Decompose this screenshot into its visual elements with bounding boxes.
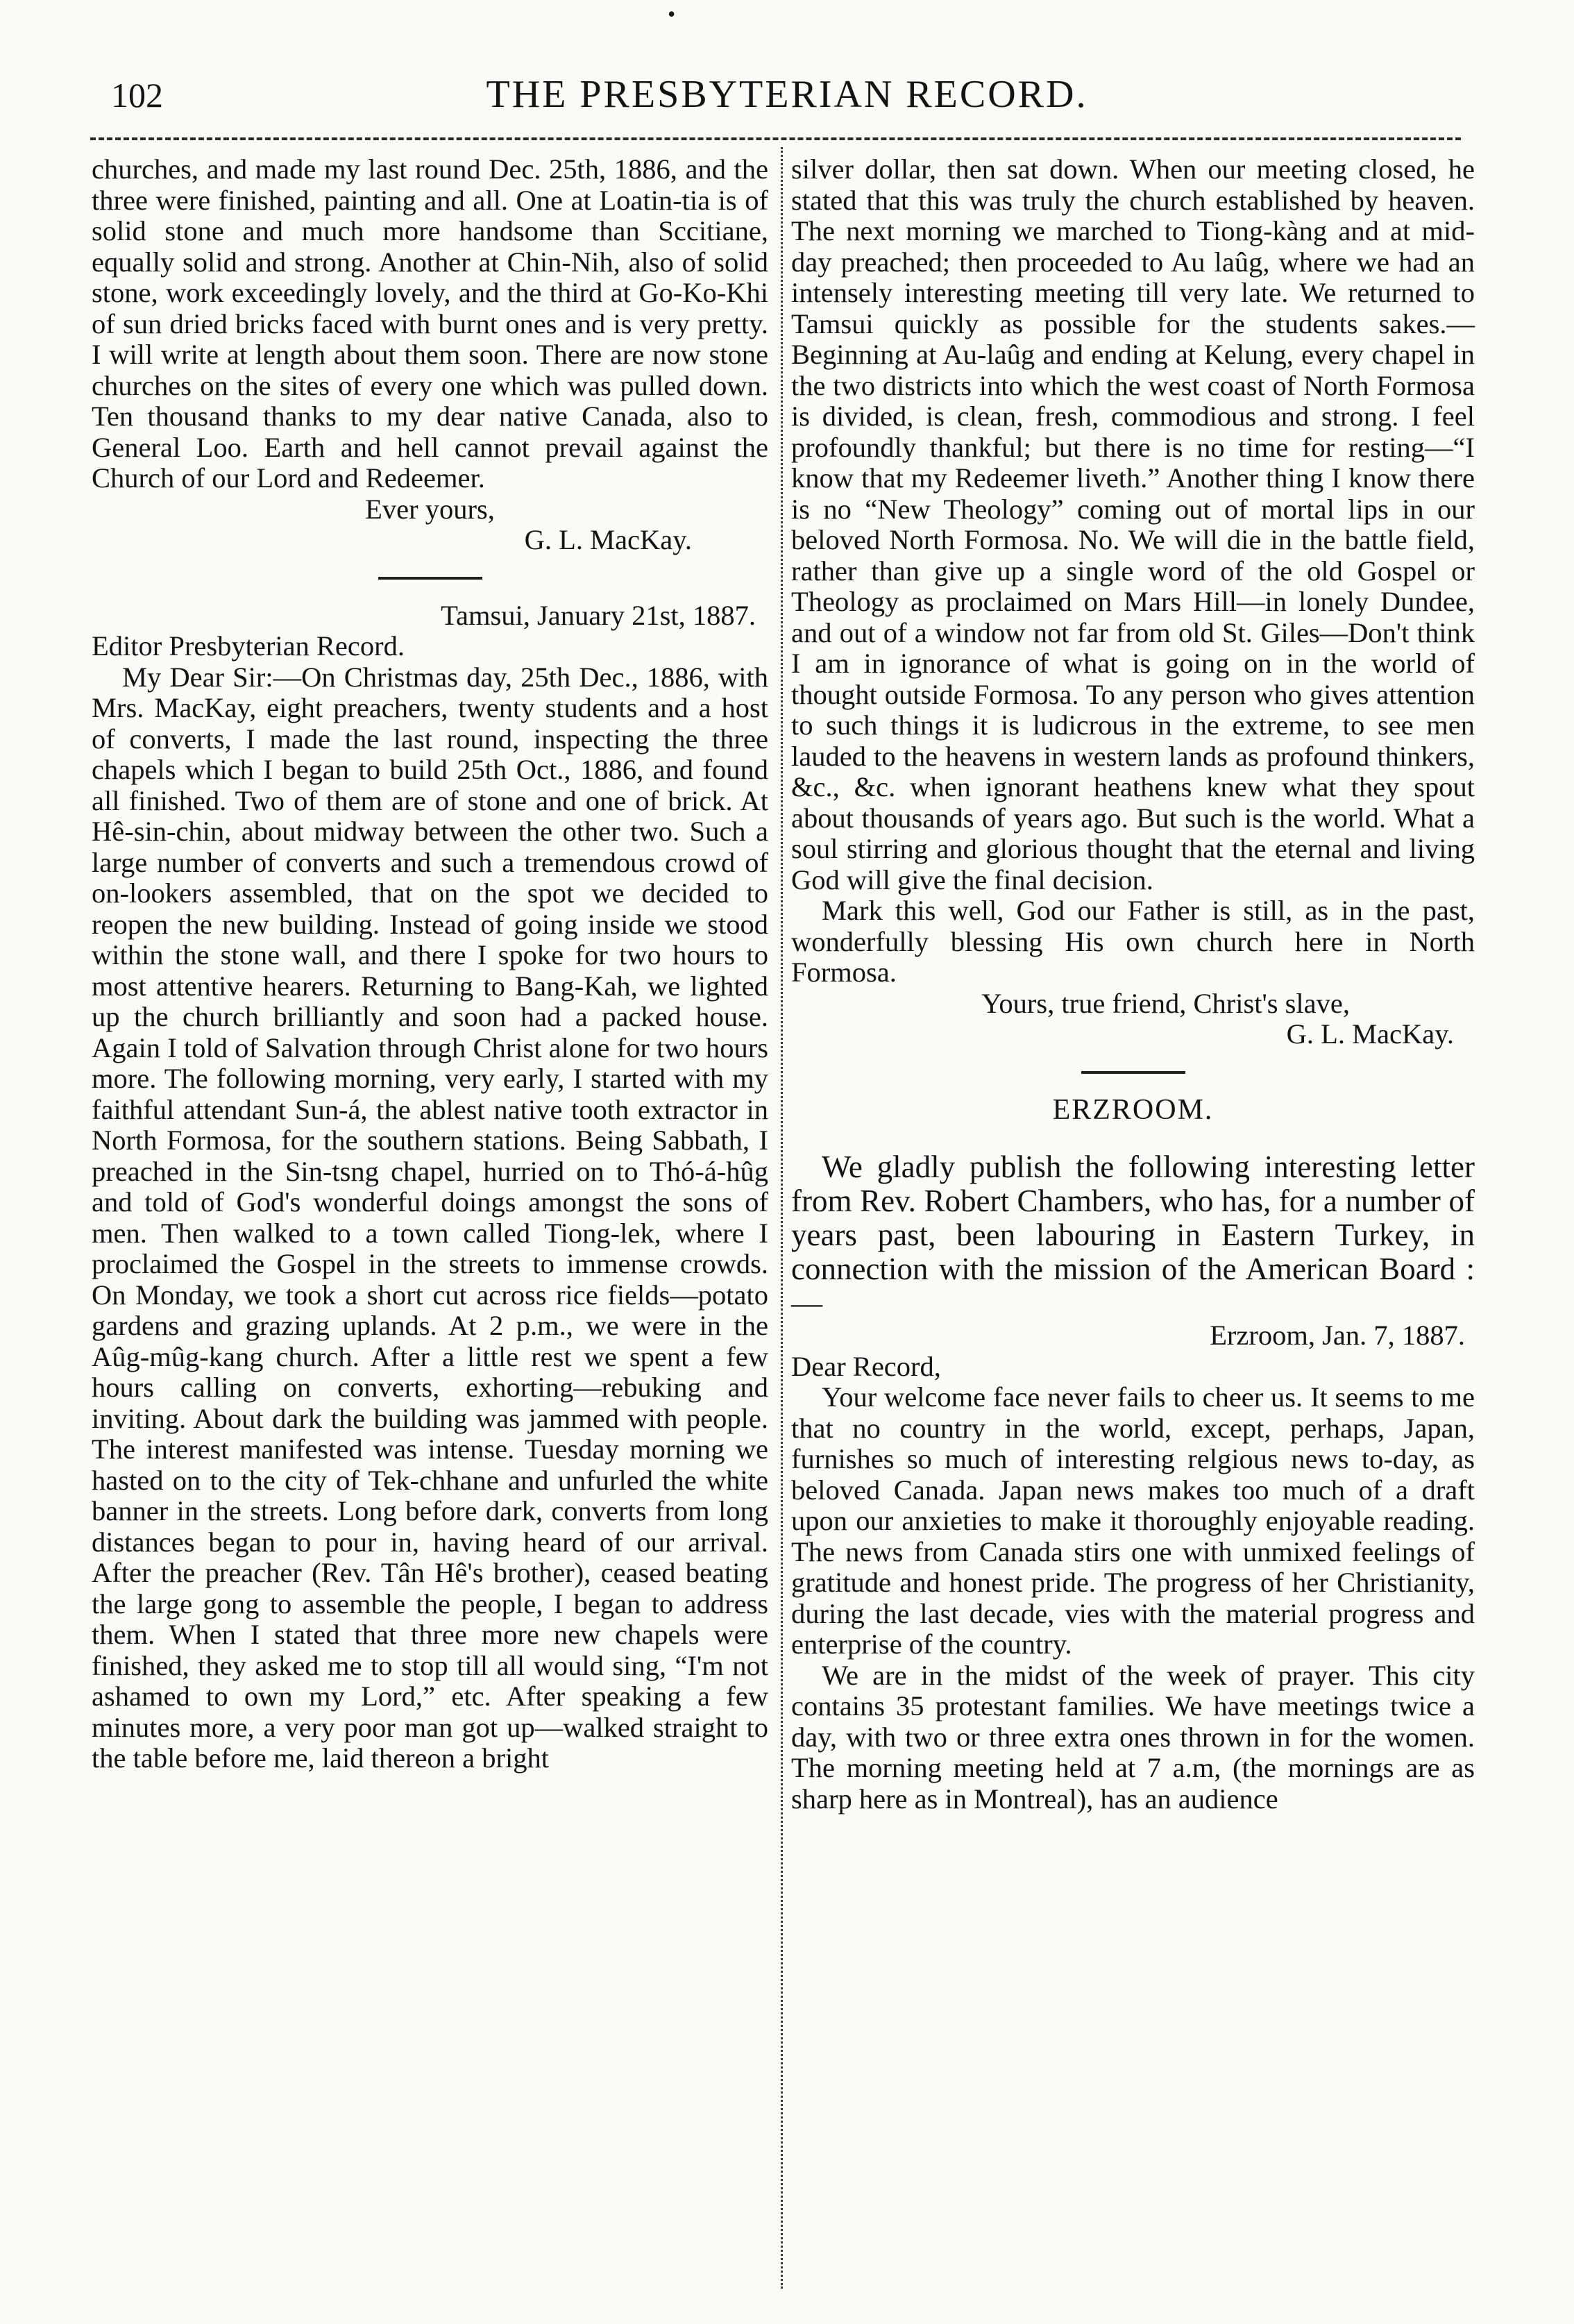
intro-paragraph: We gladly publish the following interesting letter from Rev. Robert Chambers, who has, for a number of years past, been labouring in Eastern Turkey, in connection with the mission of the American Board :—: [791, 1150, 1475, 1320]
column-divider: [781, 147, 783, 2289]
running-head-title: THE PRESBYTERIAN RECORD.: [486, 73, 1088, 116]
section-rule-right: [1081, 1071, 1185, 1074]
left-column: [92, 154, 768, 1774]
header-rule: [90, 137, 1461, 140]
page-number: 102: [111, 76, 163, 115]
paragraph-2: We are in the midst of the week of prayer. This city contains 35 protestant families. We have meetings twice a day, with two or three extra ones thrown in for the women. The morning meeting held at 7 a.m, (the mornings are as sharp here as in Montreal), has an audience: [791, 1659, 1475, 1814]
section-heading: ERZROOM.: [1052, 1093, 1214, 1126]
closing-line-right: Yours, true friend, Christ's slave,: [981, 987, 1350, 1019]
signature-right: G. L. MacKay.: [1286, 1018, 1454, 1050]
letter-continuation-right: silver dollar, then sat down. When our meeting closed, he stated that this was truly the church established by heaven. The next morning we marched to Tiong-kàng and at mid-day preached; then proceeded to Au laûg, where we had an intensely interesting meeting till very late. We returned to Tamsui quickly as possible for the students sakes.—Beginning at Au-laûg and ending at Kelung, every chapel in the two districts into which the west coast of North Formosa is divided, is clean, fresh, commodious and strong. I feel profoundly thankful; but there is no time for resting—“I know that my Redeemer liveth.” Another thing I know there is no “New Theology” coming out of mortal lips in our beloved North Formosa. No. We will die in the battle field, rather than give up a single word of the old Gospel or Theology as proclaimed on Mars Hill—in lonely Dundee, and out of a window not far from old St. Giles—Don't think I am in ignorance of what is going on in the world of thought outside Formosa. To any person who gives attention to such things it is ludicrous in the extreme, to see men lauded to the heavens in western lands as profound thinkers, &c., &c. when ignorant heathens knew what they spout about thousands of years ago. But such is the world. What a soul stirring and glorious thought that the eternal and living God will give the final decision.: [791, 153, 1475, 895]
right-column: [791, 154, 1475, 1814]
dateline-right: Erzroom, Jan. 7, 1887.: [1210, 1320, 1465, 1351]
section-rule: [378, 577, 482, 580]
top-mark: •: [668, 1, 676, 26]
letter-body: My Dear Sir:—On Christmas day, 25th Dec., 1886, with Mrs. MacKay, eight preachers, twenty students and a host of converts, I made the last round, inspecting the three chapels which I began to build 25th Oct., 1886, and found all finished. Two of them are of stone and one of brick. At Hê-sin-chin, about midway between the other two. Such a large number of converts and such a tremendous crowd of on-lookers assembled, that on the spot we decided to reopen the new building. Instead of going inside we stood within the stone wall, and there I spoke for two hours to most attentive hearers. Returning to Bang-Kah, we lighted up the church brilliantly and soon had a packed house. Again I told of Salvation through Christ alone for two hours more. The following morning, very early, I started with my faithful attendant Sun-á, the ablest native tooth extractor in North Formosa, for the southern stations. Being Sabbath, I preached in the Sin-tsng chapel, hurried on to Thó-á-hûg and told of God's wonderful doings amongst the sons of men. Then walked to a town called Tiong-lek, where I proclaimed the Gospel in the streets to immense crowds. On Monday, we took a short cut across rice fields—potato gardens and grazing uplands. At 2 p.m., we were in the Aûg-mûg-kang church. After a little rest we spent a few hours calling on converts, exhorting—rebuking and inviting. About dark the building was jammed with people. The interest manifested was intense. Tuesday morning we hasted on to the city of Tek-chhane and unfurled the white banner in the streets. Long before dark, converts from long distances began to pour in, having heard of our arrival. After the preacher (Rev. Tân Hê's brother), ceased beating the large gong to assemble the people, I began to address them. When I stated that three more new chapels were finished, they asked me to stop till all would sing, “I'm not ashamed to own my Lord,” etc. After speaking a few minutes more, a very poor man got up—walked straight to the table before me, laid thereon a bright: [92, 661, 768, 1774]
signature: G. L. MacKay.: [524, 524, 692, 555]
closing-line: Ever yours,: [365, 493, 495, 525]
postscript: Mark this well, God our Father is still, as in the past, wonderfully blessing His own church here in North Formosa.: [791, 895, 1475, 988]
paragraph-1: Your welcome face never fails to cheer us. It seems to me that no country in the world, except, perhaps, Japan, furnishes so much of interesting relgious news to-day, as beloved Canada. Japan news makes too much of a draft upon our anxieties to make it thoroughly enjoyable reading. The news from Canada stirs one with unmixed feelings of gratitude and honest pride. The progress of her Christianity, during the last decade, vies with the material progress and enterprise of the country.: [791, 1381, 1475, 1660]
dateline: Tamsui, January 21st, 1887.: [441, 599, 756, 631]
salutation: Dear Record,: [791, 1350, 941, 1382]
letter-continuation: churches, and made my last round Dec. 25th, 1886, and the three were finished, painting and all. One at Loatin-tia is of solid stone and much more handsome than Sccitiane, equally solid and strong. Another at Chin-Nih, also of solid stone, work exceedingly lovely, and the third at Go-Ko-Khi of sun dried bricks faced with burnt ones and is very pretty. I will write at length about them soon. There are now stone churches on the sites of every one which was pulled down. Ten thousand thanks to my dear native Canada, also to General Loo. Earth and hell cannot prevail against the Church of our Lord and Redeemer.: [92, 153, 768, 494]
addressee: Editor Presbyterian Record.: [92, 630, 405, 662]
